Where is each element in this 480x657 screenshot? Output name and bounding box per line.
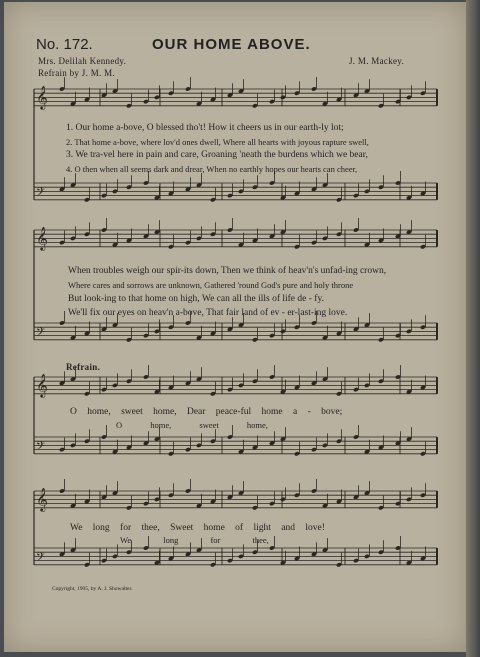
bass-clef-icon: 𝄢: [36, 440, 46, 456]
refrain-label: Refrain.: [66, 362, 101, 372]
composer-credit: J. M. Mackey.: [349, 56, 405, 66]
refrain-credit: Refrain by J. M. M.: [38, 68, 115, 78]
treble-clef-icon: 𝄞: [36, 85, 48, 109]
verse-2-line-2: Where cares and sorrows are unknown, Gathered 'round God's pure and holy throne: [68, 280, 354, 290]
hymn-number: No. 172.: [36, 36, 93, 53]
treble-clef-icon: 𝄞: [36, 226, 48, 250]
copyright-notice: Copyright, 1905, by A. J. Showalter.: [52, 586, 133, 592]
verse-4-line-1: 4. O then when all seems dark and drear, When no earthly hopes our hearts can cheer,: [66, 164, 358, 174]
verse-2-line-1: 2. That home a-bove, where lov'd ones dwell, Where all hearts with joyous rapture swell,: [66, 137, 369, 147]
verse-1-line-2: When troubles weigh our spir-its down, Then we think of heav'n's unfad-ing crown,: [68, 266, 387, 276]
treble-clef-icon: 𝄞: [36, 373, 48, 397]
bass-clef-icon: 𝄢: [36, 551, 46, 567]
verse-4-line-2: We'll fix our eyes on heav'n a-bove, That fair land of ev - er-last-ing love.: [68, 308, 348, 318]
refrain-line-1: O home, sweet home, Dear peace-ful home a - bove;: [70, 407, 343, 417]
verse-3-line-1: 3. We tra-vel here in pain and care, Groaning 'neath the burdens which we bear,: [66, 150, 368, 160]
verse-3-line-2: But look-ing to that home on high, We can all the ills of life de - fy.: [68, 294, 324, 304]
refrain-line-1-echo: O home, sweet home,: [116, 420, 268, 430]
verse-1-line-1: 1. Our home a-bove, O blessed tho't! How it cheers us in our earth-ly lot;: [66, 123, 344, 133]
refrain-line-2: We long for thee, Sweet home of light and love!: [70, 523, 325, 533]
lyricist-credit: Mrs. Delilah Kennedy.: [38, 56, 127, 66]
refrain-line-2-echo: We long for thee,: [120, 535, 269, 545]
bass-clef-icon: 𝄢: [36, 186, 46, 202]
treble-clef-icon: 𝄞: [36, 487, 48, 511]
hymn-title: OUR HOME ABOVE.: [152, 36, 311, 53]
bass-clef-icon: 𝄢: [36, 326, 46, 342]
